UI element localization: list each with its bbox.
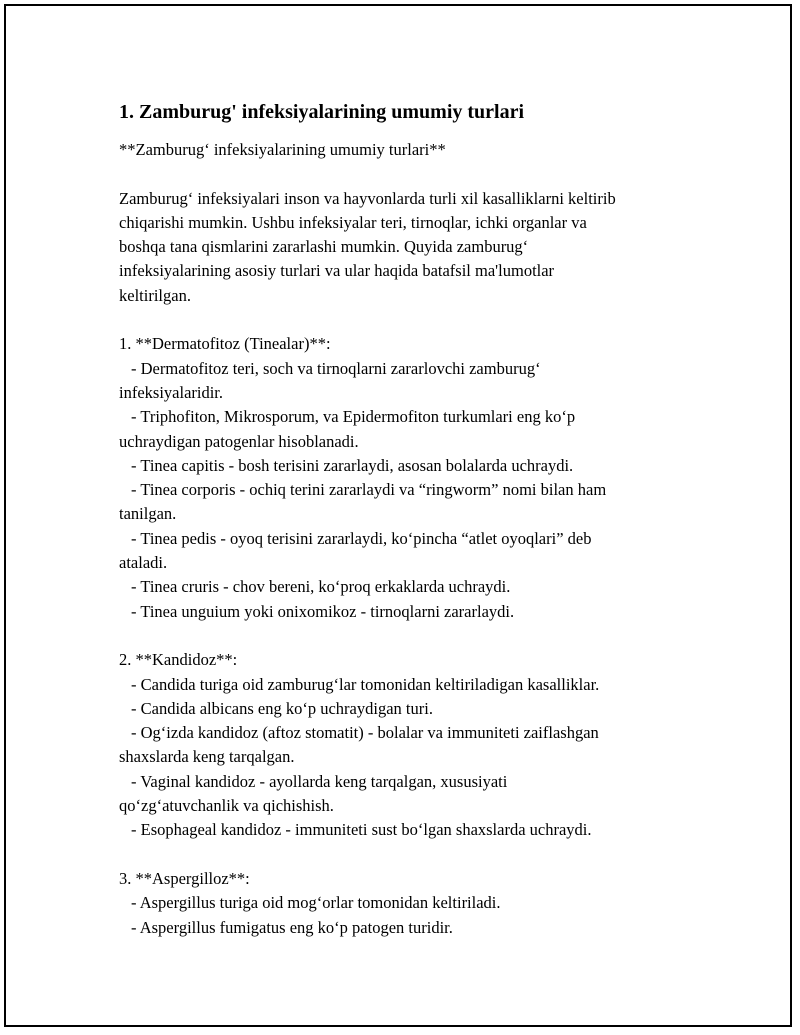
document-subtitle: **Zamburug‘ infeksiyalarining umumiy turlari** [119, 140, 446, 159]
bullet-continuation: infeksiyalaridir. [119, 382, 224, 402]
blank-line [119, 624, 709, 648]
bullet-item: - Vaginal kandidoz - ayollarda keng tarqalgan, xususiyati [131, 771, 508, 791]
bullet-item: - Aspergillus fumigatus eng ko‘p patogen turidir. [131, 917, 453, 937]
bullet-item: - Candida turiga oid zamburug‘lar tomonidan keltiriladigan kasalliklar. [131, 674, 600, 694]
bullet-item: - Tinea corporis - ochiq terini zararlaydi va “ringworm” nomi bilan ham [131, 480, 607, 500]
document-body [119, 98, 709, 940]
bullet-continuation: shaxslarda keng tarqalgan. [119, 747, 295, 767]
bullet-item: - Dermatofitoz teri, soch va tirnoqlarni zararlovchi zamburug‘ [131, 358, 541, 378]
section [119, 867, 709, 940]
bullet-continuation: ataladi. [119, 553, 168, 573]
section [119, 332, 709, 624]
document-title: 1. Zamburug' infeksiyalarining umumiy turlari [119, 101, 525, 123]
bullet-item: - Candida albicans eng ko‘p uchraydigan turi. [131, 698, 433, 718]
intro-line: boshqa tana qismlarini zararlashi mumkin. Quyida zamburug‘ [119, 237, 529, 257]
bullet-item: - Tinea pedis - oyoq terisini zararlaydi, ko‘pincha “atlet oyoqlari” deb [131, 528, 592, 548]
intro-line: Zamburug‘ infeksiyalari inson va hayvonlarda turli xil kasalliklarni keltirib [119, 188, 616, 208]
bullet-item: - Tinea capitis - bosh terisini zararlaydi, asosan bolalarda uchraydi. [131, 455, 574, 475]
bullet-item: - Esophageal kandidoz - immuniteti sust bo‘lgan shaxslarda uchraydi. [131, 820, 592, 840]
intro-line: infeksiyalarining asosiy turlari va ular haqida batafsil ma'lumotlar [119, 261, 555, 281]
bullet-item: - Triphofiton, Mikrosporum, va Epidermofiton turkumlari eng ko‘p [131, 407, 576, 427]
bullet-item: - Aspergillus turiga oid mog‘orlar tomonidan keltiriladi. [131, 893, 501, 913]
bullet-continuation: uchraydigan patogenlar hisoblanadi. [119, 431, 359, 451]
intro-line: keltirilgan. [119, 285, 191, 305]
blank-line [119, 843, 709, 867]
intro-line: chiqarishi mumkin. Ushbu infeksiyalar teri, tirnoqlar, ichki organlar va [119, 212, 587, 232]
bullet-continuation: qo‘zg‘atuvchanlik va qichishish. [119, 796, 334, 816]
bullet-item: - Og‘izda kandidoz (aftoz stomatit) - bolalar va immuniteti zaiflashgan [131, 723, 599, 743]
bullet-item: - Tinea cruris - chov bereni, ko‘proq erkaklarda uchraydi. [131, 577, 511, 597]
section-heading: 1. **Dermatofitoz (Tinealar)**: [119, 334, 331, 354]
blank-line [119, 308, 709, 332]
page-frame [4, 4, 792, 1027]
blank-line [119, 162, 709, 186]
sections-container [119, 308, 709, 940]
section [119, 648, 709, 842]
bullet-continuation: tanilgan. [119, 504, 177, 524]
bullet-item: - Tinea unguium yoki onixomikoz - tirnoqlarni zararlaydi. [131, 601, 515, 621]
section-heading: 2. **Kandidoz**: [119, 650, 238, 670]
intro-paragraph [119, 187, 709, 308]
section-heading: 3. **Aspergilloz**: [119, 868, 250, 888]
